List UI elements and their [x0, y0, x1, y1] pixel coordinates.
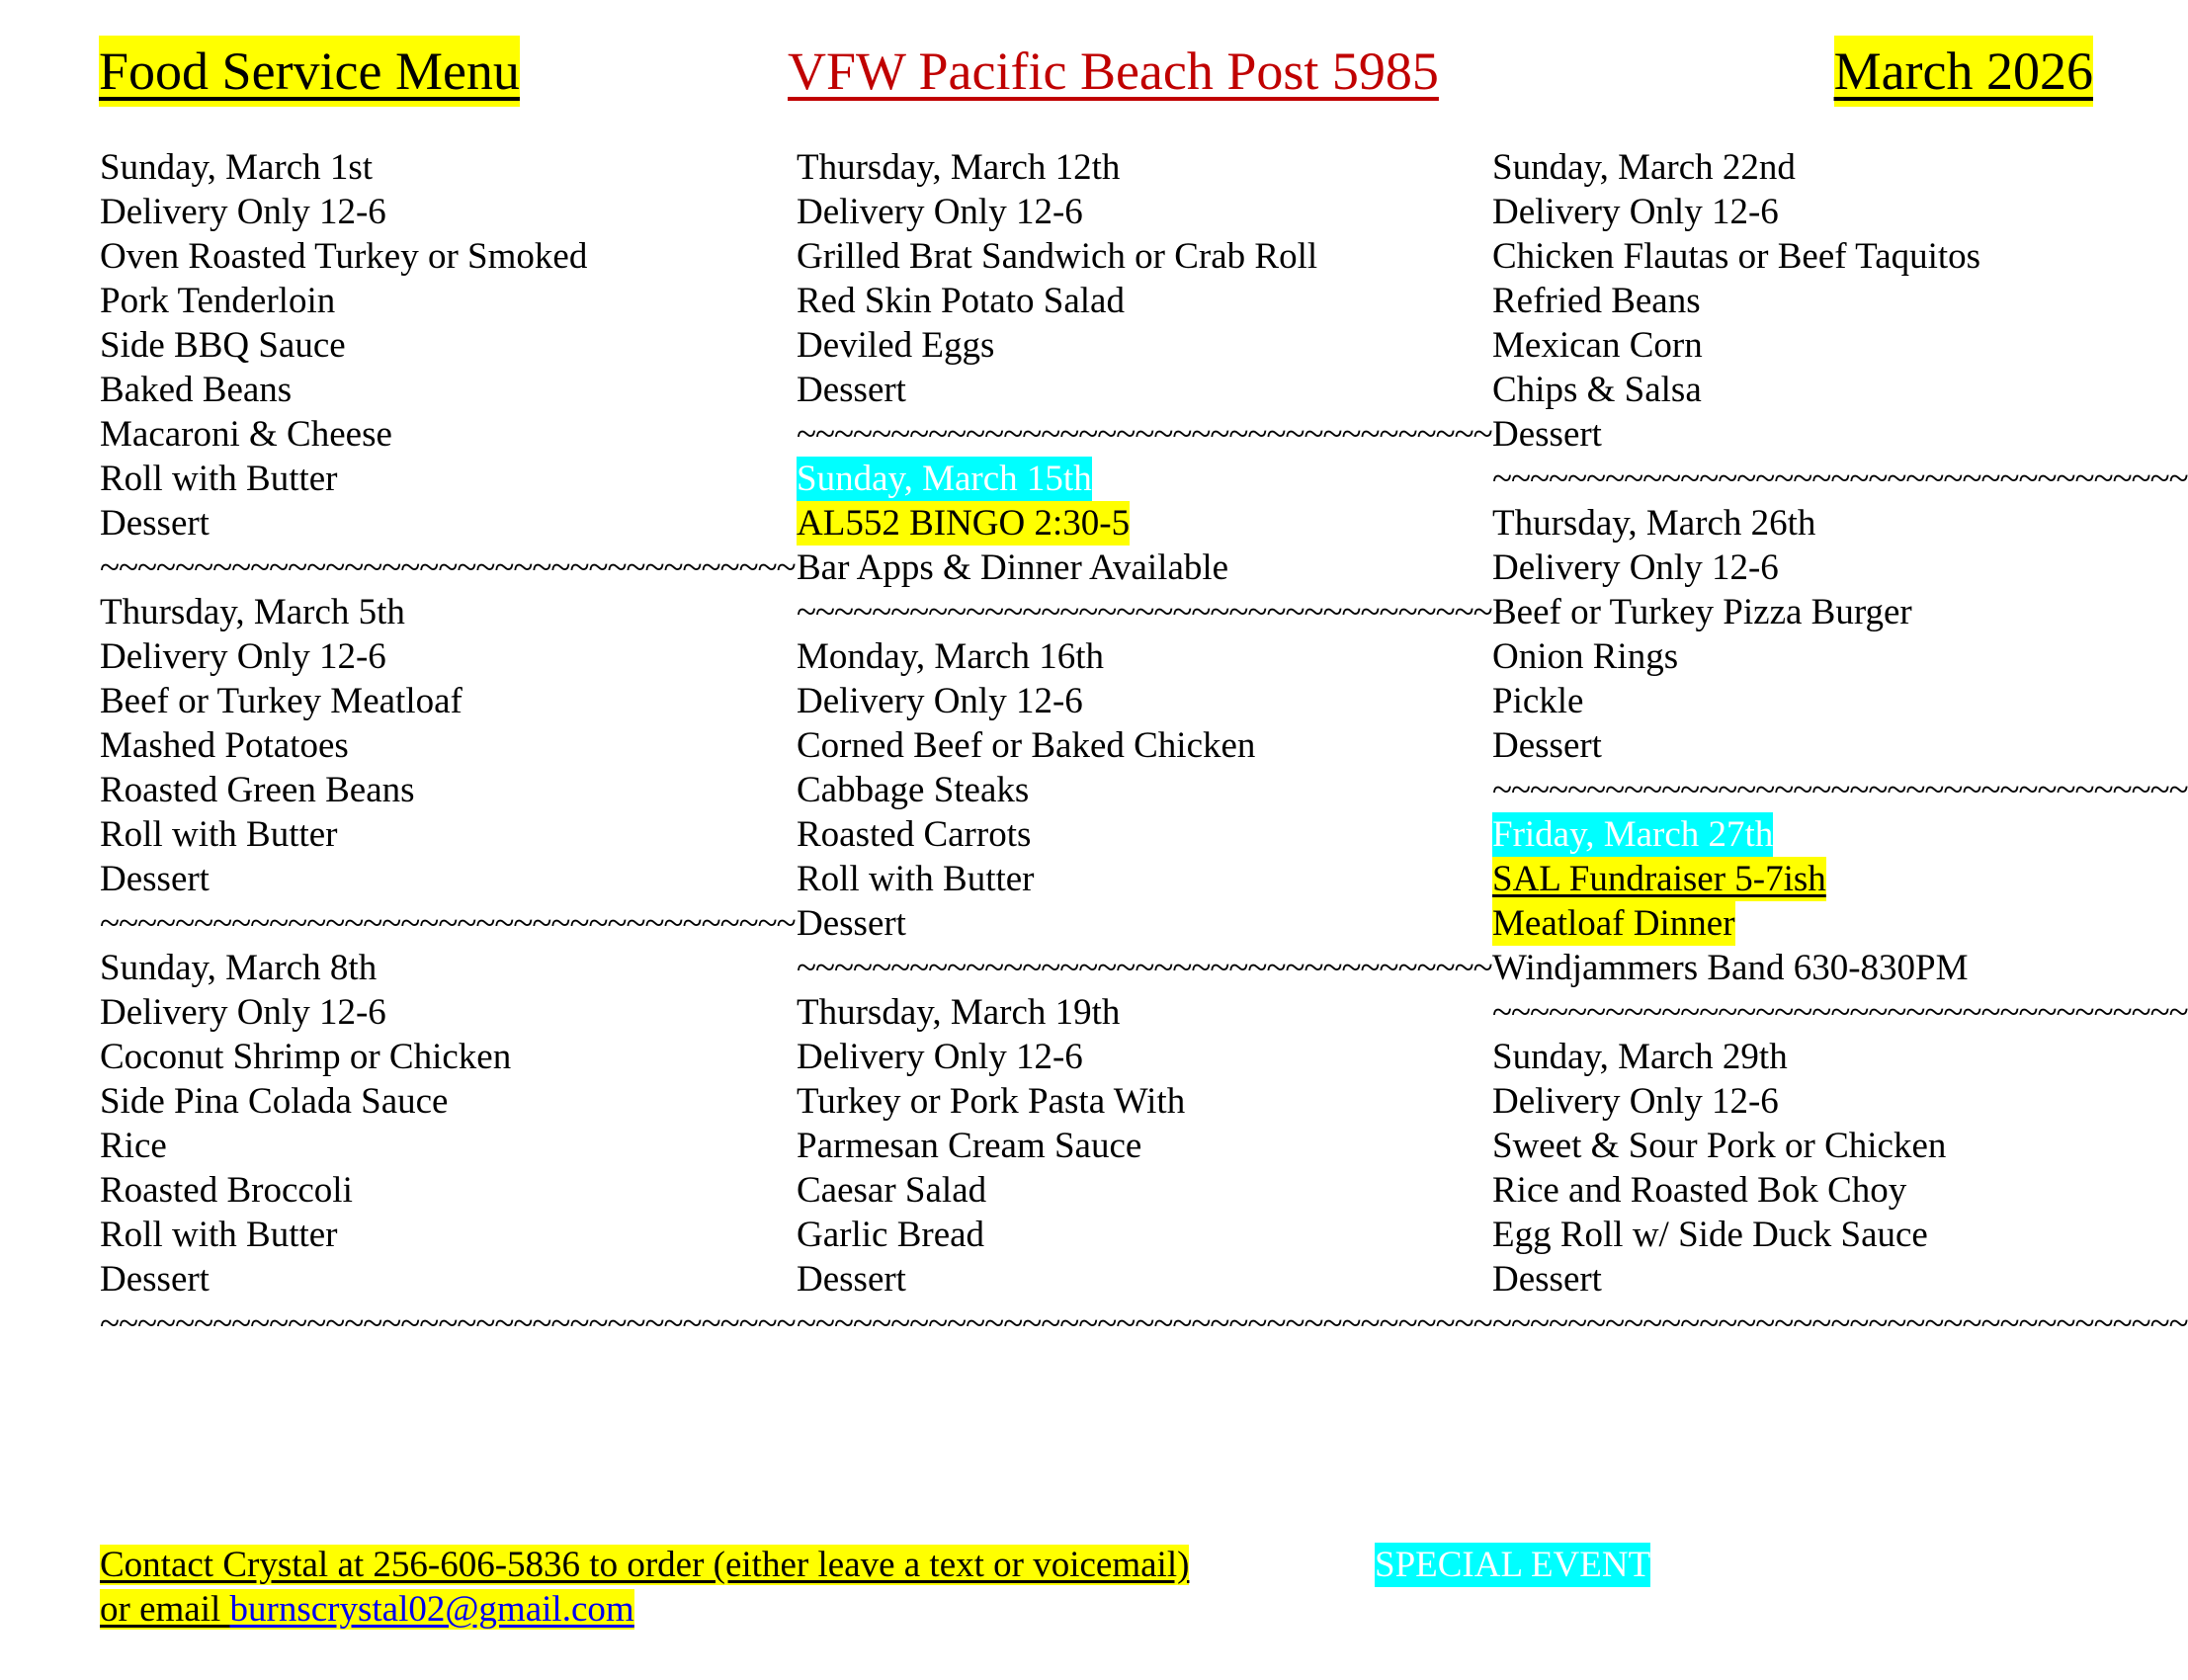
menu-text: Dessert [1492, 1259, 1602, 1300]
menu-line [100, 723, 713, 768]
menu-line [797, 768, 1409, 812]
menu-line [1492, 1124, 2105, 1168]
menu-line [797, 145, 1409, 190]
menu-line [100, 1213, 713, 1257]
menu-text: Chips & Salsa [1492, 370, 1702, 410]
menu-text: Delivery Only 12-6 [797, 192, 1083, 232]
menu-text: Side BBQ Sauce [100, 325, 346, 366]
menu-text: Dessert [100, 503, 210, 544]
menu-text: Egg Roll w/ Side Duck Sauce [1492, 1215, 1928, 1255]
menu-line [100, 279, 713, 323]
day-separator: ~~~~~~~~~~~~~~~~~~~~~~~~~~~~~~~~~~~~~ [100, 903, 796, 944]
day-separator: ~~~~~~~~~~~~~~~~~~~~~~~~~~~~~~~~~~~~~ [797, 948, 1492, 988]
menu-text: Pickle [1492, 681, 1584, 721]
menu-line [100, 145, 713, 190]
menu-line [797, 1168, 1409, 1213]
menu-text: Onion Rings [1492, 636, 1679, 677]
menu-text: Macaroni & Cheese [100, 414, 392, 455]
menu-text: Sunday, March 22nd [1492, 147, 1796, 188]
menu-text: Delivery Only 12-6 [1492, 192, 1779, 232]
day-separator: ~~~~~~~~~~~~~~~~~~~~~~~~~~~~~~~~~~~~~ [797, 592, 1492, 632]
menu-line [100, 190, 713, 234]
menu-text: Thursday, March 5th [100, 592, 405, 632]
menu-column-1 [100, 145, 796, 1346]
menu-line [797, 368, 1409, 412]
menu-line [100, 812, 713, 857]
day-separator: ~~~~~~~~~~~~~~~~~~~~~~~~~~~~~~~~~~~~~ [797, 414, 1492, 455]
menu-line [100, 457, 713, 501]
menu-text: Deviled Eggs [797, 325, 995, 366]
menu-line [1492, 279, 2105, 323]
menu-line [100, 323, 713, 368]
contact-instructions: Contact Crystal at 256-606-5836 to order (either leave a text or voicemail) [100, 1545, 1190, 1585]
menu-text: Thursday, March 12th [797, 147, 1121, 188]
menu-line [797, 990, 1409, 1035]
email-prefix: or email [100, 1589, 230, 1630]
menu-title: Food Service Menu [99, 36, 520, 107]
day-separator: ~~~~~~~~~~~~~~~~~~~~~~~~~~~~~~~~~~~~~ [1492, 1303, 2188, 1344]
menu-line [100, 1257, 713, 1302]
menu-text: Bar Apps & Dinner Available [797, 547, 1229, 588]
menu-text: Delivery Only 12-6 [1492, 1081, 1779, 1122]
menu-text: Cabbage Steaks [797, 770, 1030, 810]
menu-text: Delivery Only 12-6 [100, 992, 386, 1033]
menu-line [797, 546, 1409, 590]
menu-text: Corned Beef or Baked Chicken [797, 725, 1256, 766]
menu-line [1492, 1213, 2105, 1257]
menu-line [1492, 590, 2105, 634]
menu-text: Dessert [1492, 725, 1602, 766]
menu-line [100, 1079, 713, 1124]
menu-text: Delivery Only 12-6 [100, 636, 386, 677]
menu-text: Sunday, March 8th [100, 948, 378, 988]
menu-text: Dessert [797, 370, 906, 410]
menu-text: Beef or Turkey Pizza Burger [1492, 592, 1912, 632]
menu-text: Oven Roasted Turkey or Smoked [100, 236, 588, 277]
menu-line [100, 501, 713, 546]
highlighted-text: AL552 BINGO 2:30-5 [797, 503, 1131, 544]
menu-text: Delivery Only 12-6 [797, 1037, 1083, 1077]
menu-line [1492, 412, 2105, 457]
menu-column-3 [1492, 145, 2188, 1346]
menu-text: Side Pina Colada Sauce [100, 1081, 449, 1122]
menu-line [797, 190, 1409, 234]
menu-text: Delivery Only 12-6 [1492, 547, 1779, 588]
menu-line [1492, 1079, 2105, 1124]
menu-line [1492, 1035, 2105, 1079]
menu-text: Coconut Shrimp or Chicken [100, 1037, 512, 1077]
month-title: March 2026 [1834, 36, 2093, 107]
menu-line [797, 679, 1409, 723]
menu-text: Red Skin Potato Salad [797, 281, 1125, 321]
menu-line [797, 812, 1409, 857]
menu-line [1492, 901, 2105, 946]
menu-text: Windjammers Band 630-830PM [1492, 948, 1969, 988]
menu-line [100, 634, 713, 679]
menu-line [100, 368, 713, 412]
menu-line [100, 946, 713, 990]
menu-line [1492, 1257, 2105, 1302]
menu-line [100, 590, 713, 634]
menu-line [1492, 634, 2105, 679]
menu-line [797, 1079, 1409, 1124]
menu-text: Grilled Brat Sandwich or Crab Roll [797, 236, 1318, 277]
highlighted-text: Sunday, March 15th [797, 459, 1092, 499]
menu-line [1492, 323, 2105, 368]
menu-line [1492, 501, 2105, 546]
menu-line [1492, 190, 2105, 234]
menu-text: Pork Tenderloin [100, 281, 336, 321]
menu-line [100, 679, 713, 723]
menu-text: Caesar Salad [797, 1170, 987, 1211]
menu-text: Roll with Butter [100, 1215, 338, 1255]
menu-text: Refried Beans [1492, 281, 1701, 321]
menu-line [797, 723, 1409, 768]
day-separator: ~~~~~~~~~~~~~~~~~~~~~~~~~~~~~~~~~~~~~ [1492, 770, 2188, 810]
menu-text: Roasted Green Beans [100, 770, 415, 810]
menu-text: Turkey or Pork Pasta With [797, 1081, 1186, 1122]
day-separator: ~~~~~~~~~~~~~~~~~~~~~~~~~~~~~~~~~~~~~ [1492, 992, 2188, 1033]
menu-text: Sweet & Sour Pork or Chicken [1492, 1126, 1947, 1166]
menu-text: Delivery Only 12-6 [797, 681, 1083, 721]
highlighted-text: SAL Fundraiser 5-7ish [1492, 859, 1826, 899]
menu-text: Baked Beans [100, 370, 293, 410]
day-separator: ~~~~~~~~~~~~~~~~~~~~~~~~~~~~~~~~~~~~~ [1492, 459, 2188, 499]
contact-footer [100, 1543, 1189, 1632]
menu-line [1492, 546, 2105, 590]
menu-text: Parmesan Cream Sauce [797, 1126, 1142, 1166]
menu-line [100, 1168, 713, 1213]
menu-line [100, 1035, 713, 1079]
menu-text: Thursday, March 26th [1492, 503, 1816, 544]
menu-line [797, 1124, 1409, 1168]
menu-line [1492, 723, 2105, 768]
menu-text: Beef or Turkey Meatloaf [100, 681, 463, 721]
menu-line [1492, 234, 2105, 279]
menu-line [797, 501, 1409, 546]
menu-line [100, 990, 713, 1035]
special-event-legend: SPECIAL EVENT [1375, 1545, 1651, 1585]
post-name-title: VFW Pacific Beach Post 5985 [788, 42, 1439, 101]
menu-line [1492, 812, 2105, 857]
menu-text: Rice [100, 1126, 167, 1166]
menu-text: Thursday, March 19th [797, 992, 1121, 1033]
menu-text: Mexican Corn [1492, 325, 1703, 366]
menu-column-2 [797, 145, 1492, 1346]
menu-line [1492, 946, 2105, 990]
menu-line [100, 1124, 713, 1168]
menu-line [797, 857, 1409, 901]
highlighted-text: Friday, March 27th [1492, 814, 1774, 855]
menu-line [1492, 145, 2105, 190]
menu-text: Roll with Butter [100, 459, 338, 499]
menu-line [797, 634, 1409, 679]
menu-line [100, 234, 713, 279]
menu-line [797, 1257, 1409, 1302]
menu-text: Sunday, March 29th [1492, 1037, 1788, 1077]
menu-text: Roasted Broccoli [100, 1170, 353, 1211]
menu-text: Monday, March 16th [797, 636, 1105, 677]
menu-text: Garlic Bread [797, 1215, 985, 1255]
menu-line [1492, 679, 2105, 723]
menu-text: Delivery Only 12-6 [100, 192, 386, 232]
menu-line [797, 323, 1409, 368]
highlighted-text: Meatloaf Dinner [1492, 903, 1735, 944]
day-separator: ~~~~~~~~~~~~~~~~~~~~~~~~~~~~~~~~~~~~~ [797, 1303, 1492, 1344]
day-separator: ~~~~~~~~~~~~~~~~~~~~~~~~~~~~~~~~~~~~~ [100, 1303, 796, 1344]
email-line [100, 1589, 634, 1630]
menu-text: Dessert [100, 1259, 210, 1300]
menu-line [797, 901, 1409, 946]
email-link[interactable]: burnscrystal02@gmail.com [229, 1589, 634, 1630]
menu-text: Dessert [797, 1259, 906, 1300]
menu-line [797, 234, 1409, 279]
menu-text: Mashed Potatoes [100, 725, 349, 766]
menu-text: Sunday, March 1st [100, 147, 374, 188]
menu-text: Dessert [797, 903, 906, 944]
menu-line [1492, 1168, 2105, 1213]
menu-text: Dessert [100, 859, 210, 899]
menu-text: Rice and Roasted Bok Choy [1492, 1170, 1907, 1211]
menu-line [100, 768, 713, 812]
menu-line [1492, 368, 2105, 412]
menu-text: Roasted Carrots [797, 814, 1032, 855]
menu-line [797, 1213, 1409, 1257]
menu-text: Roll with Butter [100, 814, 338, 855]
menu-line [100, 412, 713, 457]
menu-line [100, 857, 713, 901]
menu-text: Roll with Butter [797, 859, 1035, 899]
menu-line [1492, 857, 2105, 901]
menu-line [797, 279, 1409, 323]
menu-line [797, 457, 1409, 501]
menu-text: Chicken Flautas or Beef Taquitos [1492, 236, 1981, 277]
menu-text: Dessert [1492, 414, 1602, 455]
day-separator: ~~~~~~~~~~~~~~~~~~~~~~~~~~~~~~~~~~~~~ [100, 547, 796, 588]
menu-line [797, 1035, 1409, 1079]
